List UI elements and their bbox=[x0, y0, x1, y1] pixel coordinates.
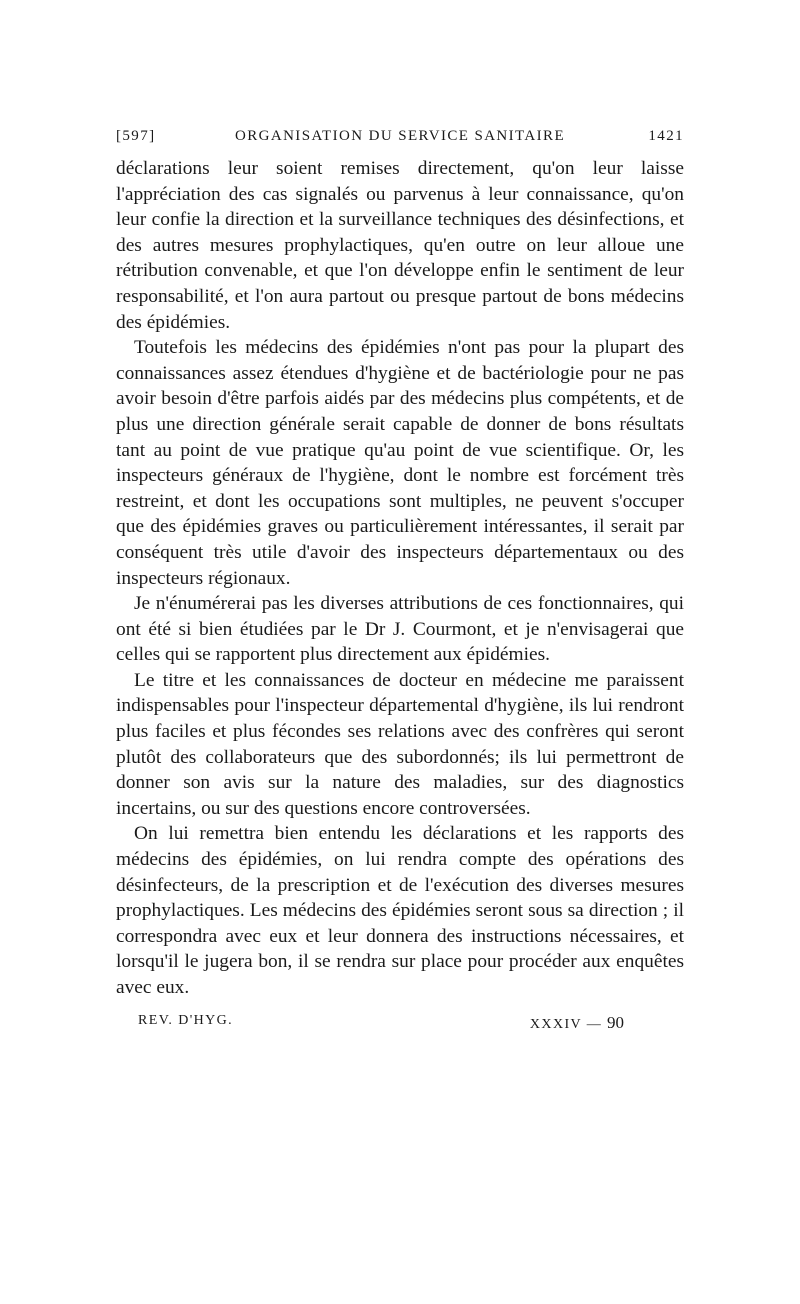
signature-mark bbox=[530, 1013, 624, 1033]
running-head bbox=[116, 128, 684, 156]
section-ref: [597] bbox=[116, 128, 156, 144]
running-title: ORGANISATION DU SERVICE SANITAIRE bbox=[234, 128, 566, 144]
page-footer bbox=[116, 1013, 684, 1037]
paragraph-3: Je n'énumérerai pas les diverses attributions de ces fonctionnaires, qui ont été si bien étudiées par le Dr J. Courmont, et je n'envisagerai que celles qui se rapportent plus directement aux épidémies. bbox=[116, 593, 684, 666]
paragraph-2: Toutefois les médecins des épidémies n'ont pas pour la plupart des connaissances assez étendues d'hygiène et de bactériologie pour ne pas avoir besoin d'être parfois aidés par des médecins plus compétents, et de plus une direction générale serait capable de donner de bons résultats tant au point de vue pratique qu'au point de vue scientifique. Or, les inspecteurs généraux de l'hygiène, dont le nombre est forcément très restreint, et dont les occupations sont multiples, ne peuvent s'occuper que des épidémies graves ou particulièrement intéressantes, il serait par conséquent très utile d'avoir des inspecteurs départementaux ou des inspecteurs régionaux. bbox=[116, 337, 684, 589]
signature-dash: — bbox=[586, 1016, 603, 1032]
paragraph-4: Le titre et les connaissances de docteur en médecine me paraissent indispensables pour l'inspecteur départemental d'hygiène, ils lui rendront plus faciles et plus fécondes ses relations avec des confrères qui seront plutôt des collaborateurs que des subordonnés; ils lui permettront de donner son avis sur la nature des maladies, sur des diagnostics incertains, ou sur des questions encore controversées. bbox=[116, 669, 684, 819]
book-page bbox=[116, 128, 684, 1037]
paragraph-5: On lui remettra bien entendu les déclarations et les rapports des médecins des épidémies, on lui rendra compte des opérations des désinfecteurs, de la prescription et de l'exécution des diverses mesures prophylactiques. Les médecins des épidémies seront sous sa direction ; il correspondra avec eux et leur donnera des instructions nécessaires, et lorsqu'il le jugera bon, il se rendra sur place pour procéder aux enquêtes avec eux. bbox=[116, 823, 684, 998]
page-number: 1421 bbox=[648, 128, 684, 144]
journal-abbrev: REV. D'HYG. bbox=[138, 1012, 234, 1028]
body-text bbox=[116, 156, 684, 1001]
sheet-number: 90 bbox=[607, 1012, 624, 1032]
volume-number: XXXIV bbox=[529, 1016, 582, 1032]
paragraph-1: déclarations leur soient remises directement, qu'on leur laisse l'appréciation des cas signalés ou parvenus à leur connaissance, qu'on leur confie la direction et la surveillance techniques des désinfections, et des autres mesures prophylactiques, qu'en outre on leur alloue une rétribution convenable, et que l'on développe enfin le sentiment de leur responsabilité, et l'on aura partout ou presque partout de bons médecins des épidémies. bbox=[116, 158, 684, 333]
